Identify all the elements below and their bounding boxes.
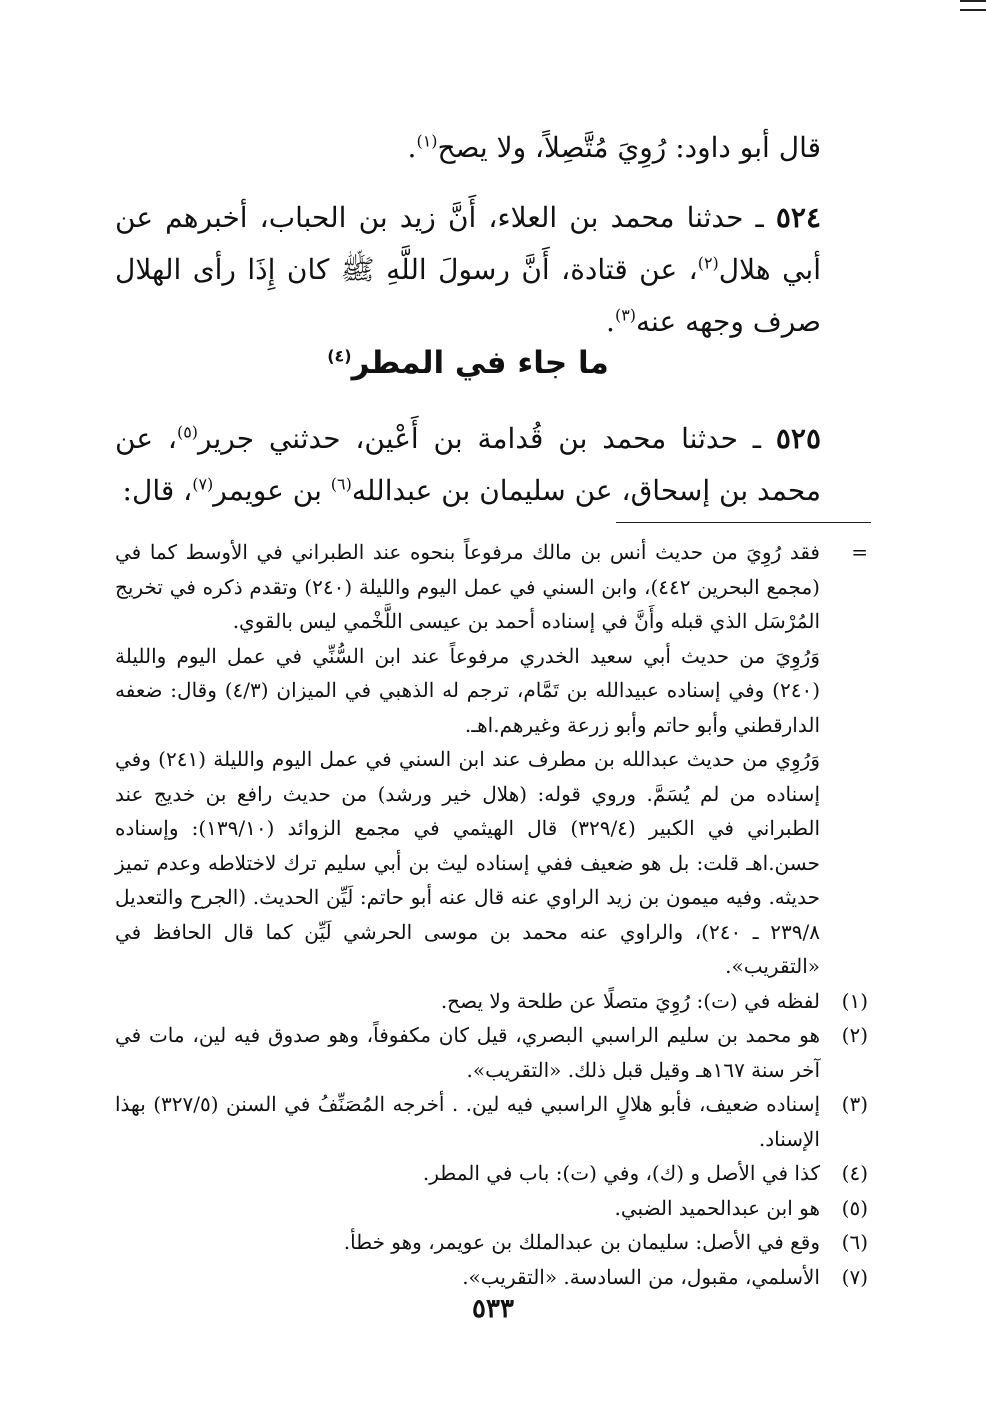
- footnote-1: (١) لفظه في (ت): رُوِيَ متصلًا عن طلحة ولا يصح.: [115, 984, 868, 1019]
- footnote-6: (٦) وقع في الأصل: سليمان بن عبدالملك بن عويمر، وهو خطأ.: [115, 1225, 868, 1260]
- footnote-number: (٤): [841, 1161, 868, 1185]
- footnote-5: (٥) هو ابن عبدالحميد الضبي.: [115, 1191, 868, 1226]
- footnotes: [115, 535, 868, 1294]
- hadith-524: ٥٢٤ ـ حدثنا محمد بن العلاء، أَنَّ زيد بن الحباب، أخبرهم عن أبي هلال$^{(٢)}$، عن قتادة، أَنَّ رسولَ اللَّهِ ﷺ كان إِذَا رأى الهلال صرف وجهه عنه$^{(٣)}$.: [115, 201, 821, 338]
- main-text-2: [115, 405, 821, 517]
- hadith-number-524: ٥٢٤: [775, 201, 821, 234]
- continuation-paragraph: فقد رُوِيَ من حديث أنس بن مالك مرفوعاً بنحوه عند الطبراني في الأوسط كما في (مجمع البحرين ٤٤٢)، وابن السني في عمل اليوم والليلة (٢٤٠) وتقدم ذكره في تخريج المُرْسَل الذي قبله وأَنَّ في إسناده أحمد بن عيسى اللَّخْمي ليس بالقوي.: [115, 540, 820, 633]
- hadith-number-525: ٥٢٥: [775, 422, 821, 455]
- footnote-ref-1: (١): [416, 131, 438, 151]
- footnote-number: (٦): [841, 1230, 868, 1254]
- main-text: [115, 118, 821, 348]
- footnote-ref-3: (٣): [614, 305, 637, 325]
- footnote-3: (٣) إسناده ضعيف، فأبو هلالٍ الراسبي فيه لين. . أخرجه المُصَنِّفُ في السنن (٣٢٧/٥) بهذا الإسناد.: [115, 1087, 868, 1156]
- footnote-number: (٥): [841, 1195, 868, 1220]
- footnote-divider: [616, 522, 871, 523]
- abu-dawud-statement: قال أبو داود: رُوِيَ مُتَّصِلاً، ولا يصح$^{(١)}$.: [407, 131, 821, 164]
- corner-mark: [960, 0, 986, 14]
- footnote-continuation: [115, 535, 868, 984]
- footnote-2: (٢) هو محمد بن سليم الراسبي البصري، قيل كان مكفوفاً، وهو صدوق فيه لين، مات في آخر سنة ١٦٧هـ وقيل قبل ذلك. «التقريب».: [115, 1018, 868, 1087]
- footnote-number: (٣): [841, 1092, 868, 1116]
- hadith-525: ٥٢٥ ـ حدثنا محمد بن قُدامة بن أَعْين، حدثني جرير$^{(٥)}$، عن محمد بن إسحاق، عن سليمان بن عبدالله$^{(٦)}$ بن عويمر$^{(٧)}$، قال:: [115, 422, 821, 507]
- footnote-ref-5: (٥): [176, 422, 199, 442]
- footnote-number: (٢): [841, 1023, 868, 1047]
- footnote-number: (٧): [841, 1264, 868, 1289]
- footnote-4: (٤) كذا في الأصل و (ك)، وفي (ت): باب في المطر.: [115, 1156, 868, 1191]
- footnote-number: (١): [841, 988, 868, 1013]
- footnote-7: (٧) الأسلمي، مقبول، من السادسة. «التقريب».: [115, 1260, 868, 1295]
- continuation-paragraph: وَرُوِي من حديث عبدالله بن مطرف عند ابن السني في عمل اليوم والليلة (٢٤١) وفي إسناده من لم يُسَمَّ. وروي قوله: (هلال خير ورشد) من حديث رافع بن خديج عند الطبراني في الكبير (٣٢٩/٤) قال الهيثمي في مجمع الزوائد (١٣٩/١٠): وإسناده حسن.اهـ قلت: بل هو ضعيف ففي إسناده ليث بن أبي سليم ترك لاختلاطه وعدم تميز حديثه. وفيه ميمون بن زيد الراوي عنه قال عنه أبو حاتم: لَيِّن الحديث. (الجرح والتعديل ٢٣٩/٨ ـ ٢٤٠)، والراوي عنه محمد بن موسى الحرشي لَيِّن كما قال الحافظ في «التقريب».: [115, 747, 821, 978]
- continuation-marker: =: [851, 540, 868, 564]
- footnote-ref-6: (٦): [330, 474, 352, 494]
- footnote-ref-7: (٧): [192, 474, 214, 494]
- continuation-paragraph: وَرُوِيَ من حديث أبي سعيد الخدري مرفوعاً عند ابن السُّنِّي في عمل اليوم والليلة (٢٤٠) وفي إسناده عبيدالله بن تَمَّام، ترجم له الذهبي في الميزان (٤/٣) وقال: ضعفه الدارقطني وأبو حاتم وأبو زرعة وغيرهم.اهـ.: [115, 643, 820, 737]
- footnote-ref-2: (٢): [697, 253, 719, 273]
- page-number: ٥٣٣: [472, 1294, 514, 1324]
- chapter-heading: ما جاء في المطر$^{(٤)}$: [327, 345, 609, 381]
- footnote-ref-4: (٤): [327, 346, 352, 366]
